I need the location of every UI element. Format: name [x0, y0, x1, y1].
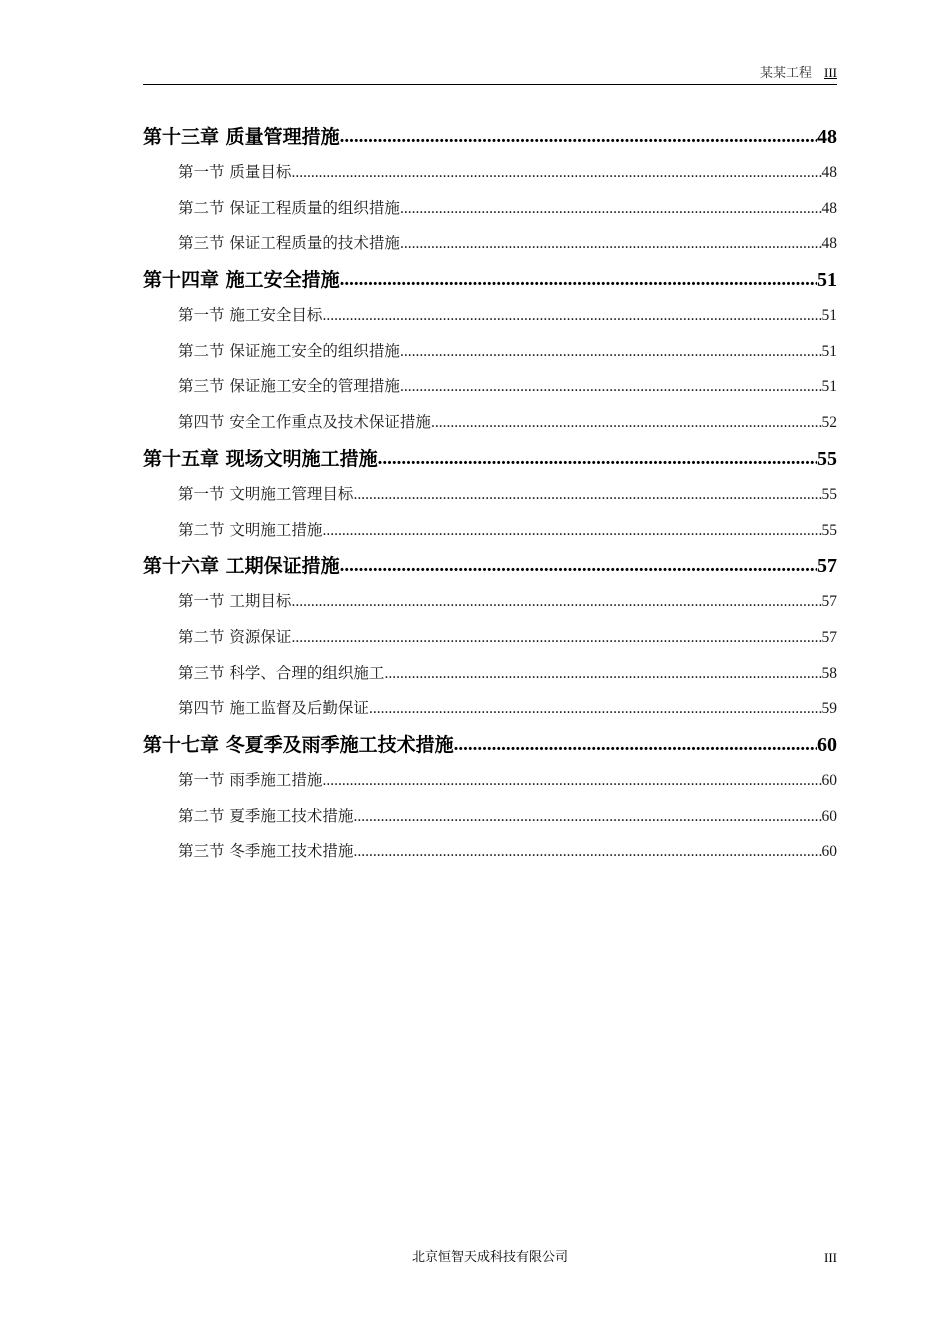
toc-section-entry[interactable]: [143, 513, 837, 549]
toc-entry-title: 第二节 保证施工安全的组织措施: [178, 341, 400, 360]
toc-entry-title: 第十三章 质量管理措施: [143, 126, 340, 148]
toc-dot-leader: [340, 262, 817, 298]
toc-entry-title: 第十七章 冬夏季及雨季施工技术措施: [143, 733, 454, 756]
toc-entry-title: 第一节 工期目标: [178, 592, 292, 611]
toc-entry-title: 第三节 科学、合理的组织施工: [178, 663, 385, 682]
toc-section-entry[interactable]: [143, 477, 837, 513]
toc-dot-leader: [291, 155, 821, 191]
toc-section-entry[interactable]: [143, 620, 837, 656]
toc-entry-title: 第二节 保证工程质量的组织措施: [178, 198, 400, 217]
toc-entry-title: 第二节 资源保证: [178, 627, 292, 646]
toc-entry-title: 第三节 保证施工安全的管理措施: [178, 377, 400, 396]
toc-section-entry[interactable]: [143, 298, 837, 334]
header-right: [760, 65, 837, 82]
toc-entry-title: 第一节 文明施工管理目标: [178, 484, 354, 503]
toc-dot-leader: [353, 834, 821, 870]
toc-chapter-entry[interactable]: [143, 119, 837, 155]
page-header: [143, 62, 837, 85]
toc-dot-leader: [400, 226, 822, 262]
toc-entry-page: 51: [817, 269, 837, 292]
toc-dot-leader: [340, 548, 817, 584]
toc-entry-title: 第二节 文明施工措施: [178, 520, 323, 539]
toc-section-entry[interactable]: [143, 405, 837, 441]
page-footer: [143, 1248, 837, 1268]
toc-entry-page: 55: [817, 447, 837, 470]
toc-entry-page: 60: [821, 807, 837, 825]
toc-dot-leader: [384, 656, 821, 692]
toc-entry-page: 51: [821, 307, 837, 325]
toc-entry-page: 51: [821, 342, 837, 360]
toc-dot-leader: [322, 763, 821, 799]
toc-dot-leader: [322, 513, 821, 549]
toc-entry-title: 第十五章 现场文明施工措施: [143, 447, 378, 470]
toc-entry-page: 51: [821, 378, 837, 396]
toc-entry-page: 57: [821, 593, 837, 611]
toc-section-entry[interactable]: [143, 155, 837, 191]
toc-dot-leader: [353, 477, 821, 513]
toc-dot-leader: [353, 799, 821, 835]
toc-section-entry[interactable]: [143, 584, 837, 620]
toc-entry-title: 第十四章 施工安全措施: [143, 269, 340, 292]
toc-entry-title: 第一节 雨季施工措施: [178, 770, 323, 789]
toc-dot-leader: [400, 369, 822, 405]
toc-entry-page: 52: [821, 414, 837, 432]
header-page-number: III: [824, 65, 837, 80]
toc-entry-page: 55: [821, 521, 837, 539]
footer-company: 北京恒智天成科技有限公司: [411, 1250, 568, 1265]
footer-page-number: III: [824, 1250, 837, 1265]
toc-section-entry[interactable]: [143, 369, 837, 405]
toc-entry-title: 第四节 施工监督及后勤保证: [178, 699, 369, 718]
toc-entry-page: 48: [821, 199, 837, 217]
toc-chapter-entry[interactable]: [143, 262, 837, 298]
toc-entry-page: 58: [821, 664, 837, 682]
toc-entry-page: 57: [821, 628, 837, 646]
toc-entry-page: 60: [821, 843, 837, 861]
toc-entry-page: 48: [821, 235, 837, 253]
toc-section-entry[interactable]: [143, 226, 837, 262]
toc-dot-leader: [291, 584, 821, 620]
toc-dot-leader: [291, 620, 821, 656]
toc-entry-page: 59: [821, 700, 837, 718]
toc-chapter-entry[interactable]: [143, 727, 837, 763]
toc-section-entry[interactable]: [143, 691, 837, 727]
toc-section-entry[interactable]: [143, 834, 837, 870]
toc-entry-title: 第三节 冬季施工技术措施: [178, 842, 354, 861]
toc-dot-leader: [431, 405, 822, 441]
toc-section-entry[interactable]: [143, 799, 837, 835]
toc-dot-leader: [340, 119, 817, 155]
toc-entry-title: 第三节 保证工程质量的技术措施: [178, 234, 400, 253]
toc-entry-title: 第二节 夏季施工技术措施: [178, 806, 354, 825]
toc-section-entry[interactable]: [143, 763, 837, 799]
toc-dot-leader: [369, 691, 822, 727]
toc-dot-leader: [454, 727, 817, 763]
toc-chapter-entry[interactable]: [143, 548, 837, 584]
header-title: 某某工程: [759, 66, 812, 81]
toc-dot-leader: [322, 298, 821, 334]
toc-section-entry[interactable]: [143, 191, 837, 227]
toc-entry-page: 48: [817, 126, 837, 148]
toc-chapter-entry[interactable]: [143, 441, 837, 477]
toc-section-entry[interactable]: [143, 334, 837, 370]
toc-entry-page: 55: [821, 485, 837, 503]
toc-dot-leader: [378, 441, 817, 477]
table-of-contents: [143, 119, 837, 870]
toc-dot-leader: [400, 191, 822, 227]
toc-entry-page: 57: [817, 555, 837, 578]
toc-entry-page: 60: [821, 771, 837, 789]
toc-entry-title: 第四节 安全工作重点及技术保证措施: [178, 413, 431, 432]
toc-entry-title: 第一节 施工安全目标: [178, 306, 323, 325]
toc-entry-title: 第十六章 工期保证措施: [143, 555, 340, 578]
toc-entry-page: 48: [821, 164, 837, 181]
toc-section-entry[interactable]: [143, 656, 837, 692]
toc-entry-title: 第一节 质量目标: [178, 163, 292, 181]
toc-entry-page: 60: [817, 733, 837, 756]
toc-dot-leader: [400, 334, 822, 370]
